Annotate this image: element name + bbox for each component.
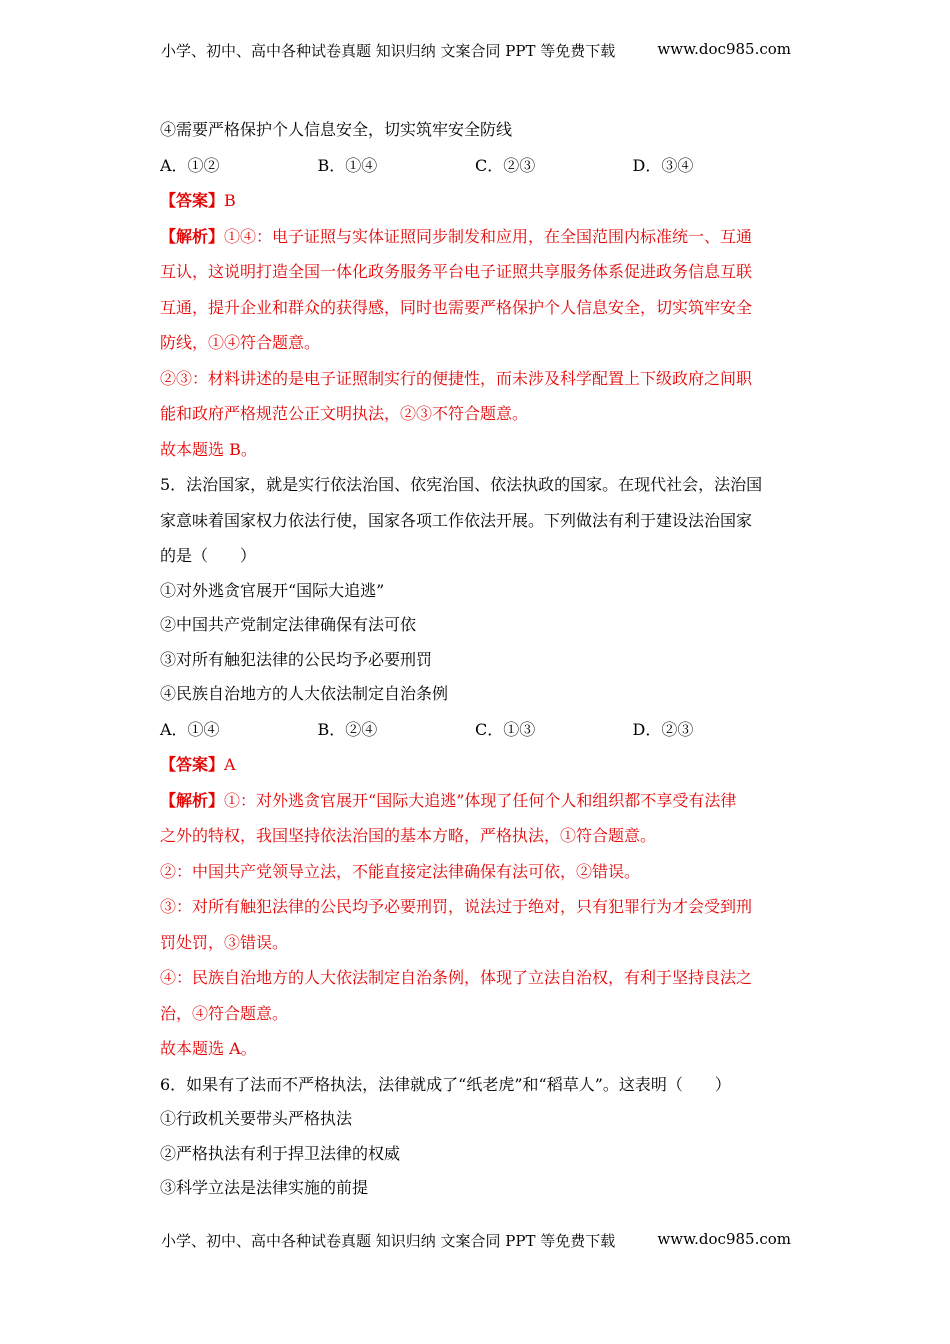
page-footer [161,1230,791,1251]
q4-analysis-line: ②③：材料讲述的是电子证照制实行的便捷性，而未涉及科学配置上下级政府之间职 [160,368,753,388]
q5-statement-1: ①对外逃贪官展开“国际大追逃” [160,580,385,600]
q4-conclusion: 故本题选 B。 [160,439,257,459]
answer-label: 【答案】 [160,191,225,210]
q4-analysis-line: 能和政府严格规范公正文明执法，②③不符合题意。 [160,404,529,423]
q5-analysis-line: 治，④符合题意。 [160,1003,289,1023]
answer-value: A [224,755,236,774]
q5-statement-4: ④民族自治地方的人大依法制定自治条例 [160,684,449,703]
q6-statement-3: ③科学立法是法律实施的前提 [160,1178,369,1197]
q4-option-a: A．①② [160,155,220,175]
q5-analysis-line: 【解析】①：对外逃贪官展开“国际大追逃”体现了任何个人和组织都不享受有法律 [160,790,737,810]
q4-option-c: C．②③ [475,155,536,175]
q4-option-d: D．③④ [632,155,694,175]
footer-link[interactable]: www.doc985.com [657,1230,791,1248]
answer-value: B [224,191,236,210]
q5-stem-line: 5．法治国家，就是实行依法治国、依宪治国、依法执政的国家。在现代社会，法治国 [160,475,763,494]
q4-analysis-line: 【解析】①④：电子证照与实体证照同步制发和应用，在全国范围内标准统一、互通 [160,226,753,246]
q5-stem-line: 家意味着国家权力依法行使，国家各项工作依法开展。下列做法有利于建设法治国家 [160,510,753,530]
q5-statement-3: ③对所有触犯法律的公民均予必要刑罚 [160,649,433,669]
q5-option-d: D．②③ [632,719,694,739]
q5-conclusion: 故本题选 A。 [160,1039,257,1058]
document-body [160,113,790,1206]
answer-label: 【答案】 [160,755,225,774]
q5-analysis-line: 罚处罚，③错误。 [160,932,289,952]
q5-option-c: C．①③ [475,719,536,739]
header-text: 小学、初中、高中各种试卷真题 知识归纳 文案合同 PPT 等免费下载 [161,42,616,60]
q6-statement-1: ①行政机关要带头严格执法 [160,1109,353,1128]
q4-options [160,148,790,184]
analysis-label: 【解析】 [160,790,225,810]
q6-stem: 6．如果有了法而不严格执法，法律就成了“纸老虎”和“稻草人”。这表明（ ） [160,1074,731,1094]
page-header [161,40,791,61]
q4-statement-4: ④需要严格保护个人信息安全，切实筑牢安全防线 [160,120,513,139]
q5-analysis-line: ②：中国共产党领导立法，不能直接定法律确保有法可依，②错误。 [160,861,641,881]
footer-text: 小学、初中、高中各种试卷真题 知识归纳 文案合同 PPT 等免费下载 [161,1232,616,1250]
q5-option-b: B．②④ [317,719,378,739]
q4-analysis-line: 互通，提升企业和群众的获得感，同时也需要严格保护个人信息安全，切实筑牢安全 [160,297,753,317]
header-link[interactable]: www.doc985.com [657,40,791,58]
q5-options [160,712,790,748]
q5-answer [160,747,790,783]
q5-option-a: A．①④ [160,719,220,739]
q4-option-b: B．①④ [317,155,378,175]
q5-stem-line: 的是（ ） [160,546,257,565]
q4-analysis-line: 互认，这说明打造全国一体化政务服务平台电子证照共享服务体系促进政务信息互联 [160,262,753,281]
q5-statement-2: ②中国共产党制定法律确保有法可依 [160,615,417,634]
q5-analysis-line: 之外的特权，我国坚持依法治国的基本方略，严格执法，①符合题意。 [160,826,657,845]
q6-statement-2: ②严格执法有利于捍卫法律的权威 [160,1143,401,1163]
analysis-label: 【解析】 [160,226,225,246]
q4-analysis-line: 防线，①④符合题意。 [160,333,321,352]
q5-analysis-line: ④：民族自治地方的人大依法制定自治条例，体现了立法自治权，有利于坚持良法之 [160,968,753,987]
q4-answer [160,183,790,219]
q5-analysis-line: ③：对所有触犯法律的公民均予必要刑罚，说法过于绝对，只有犯罪行为才会受到刑 [160,897,753,916]
